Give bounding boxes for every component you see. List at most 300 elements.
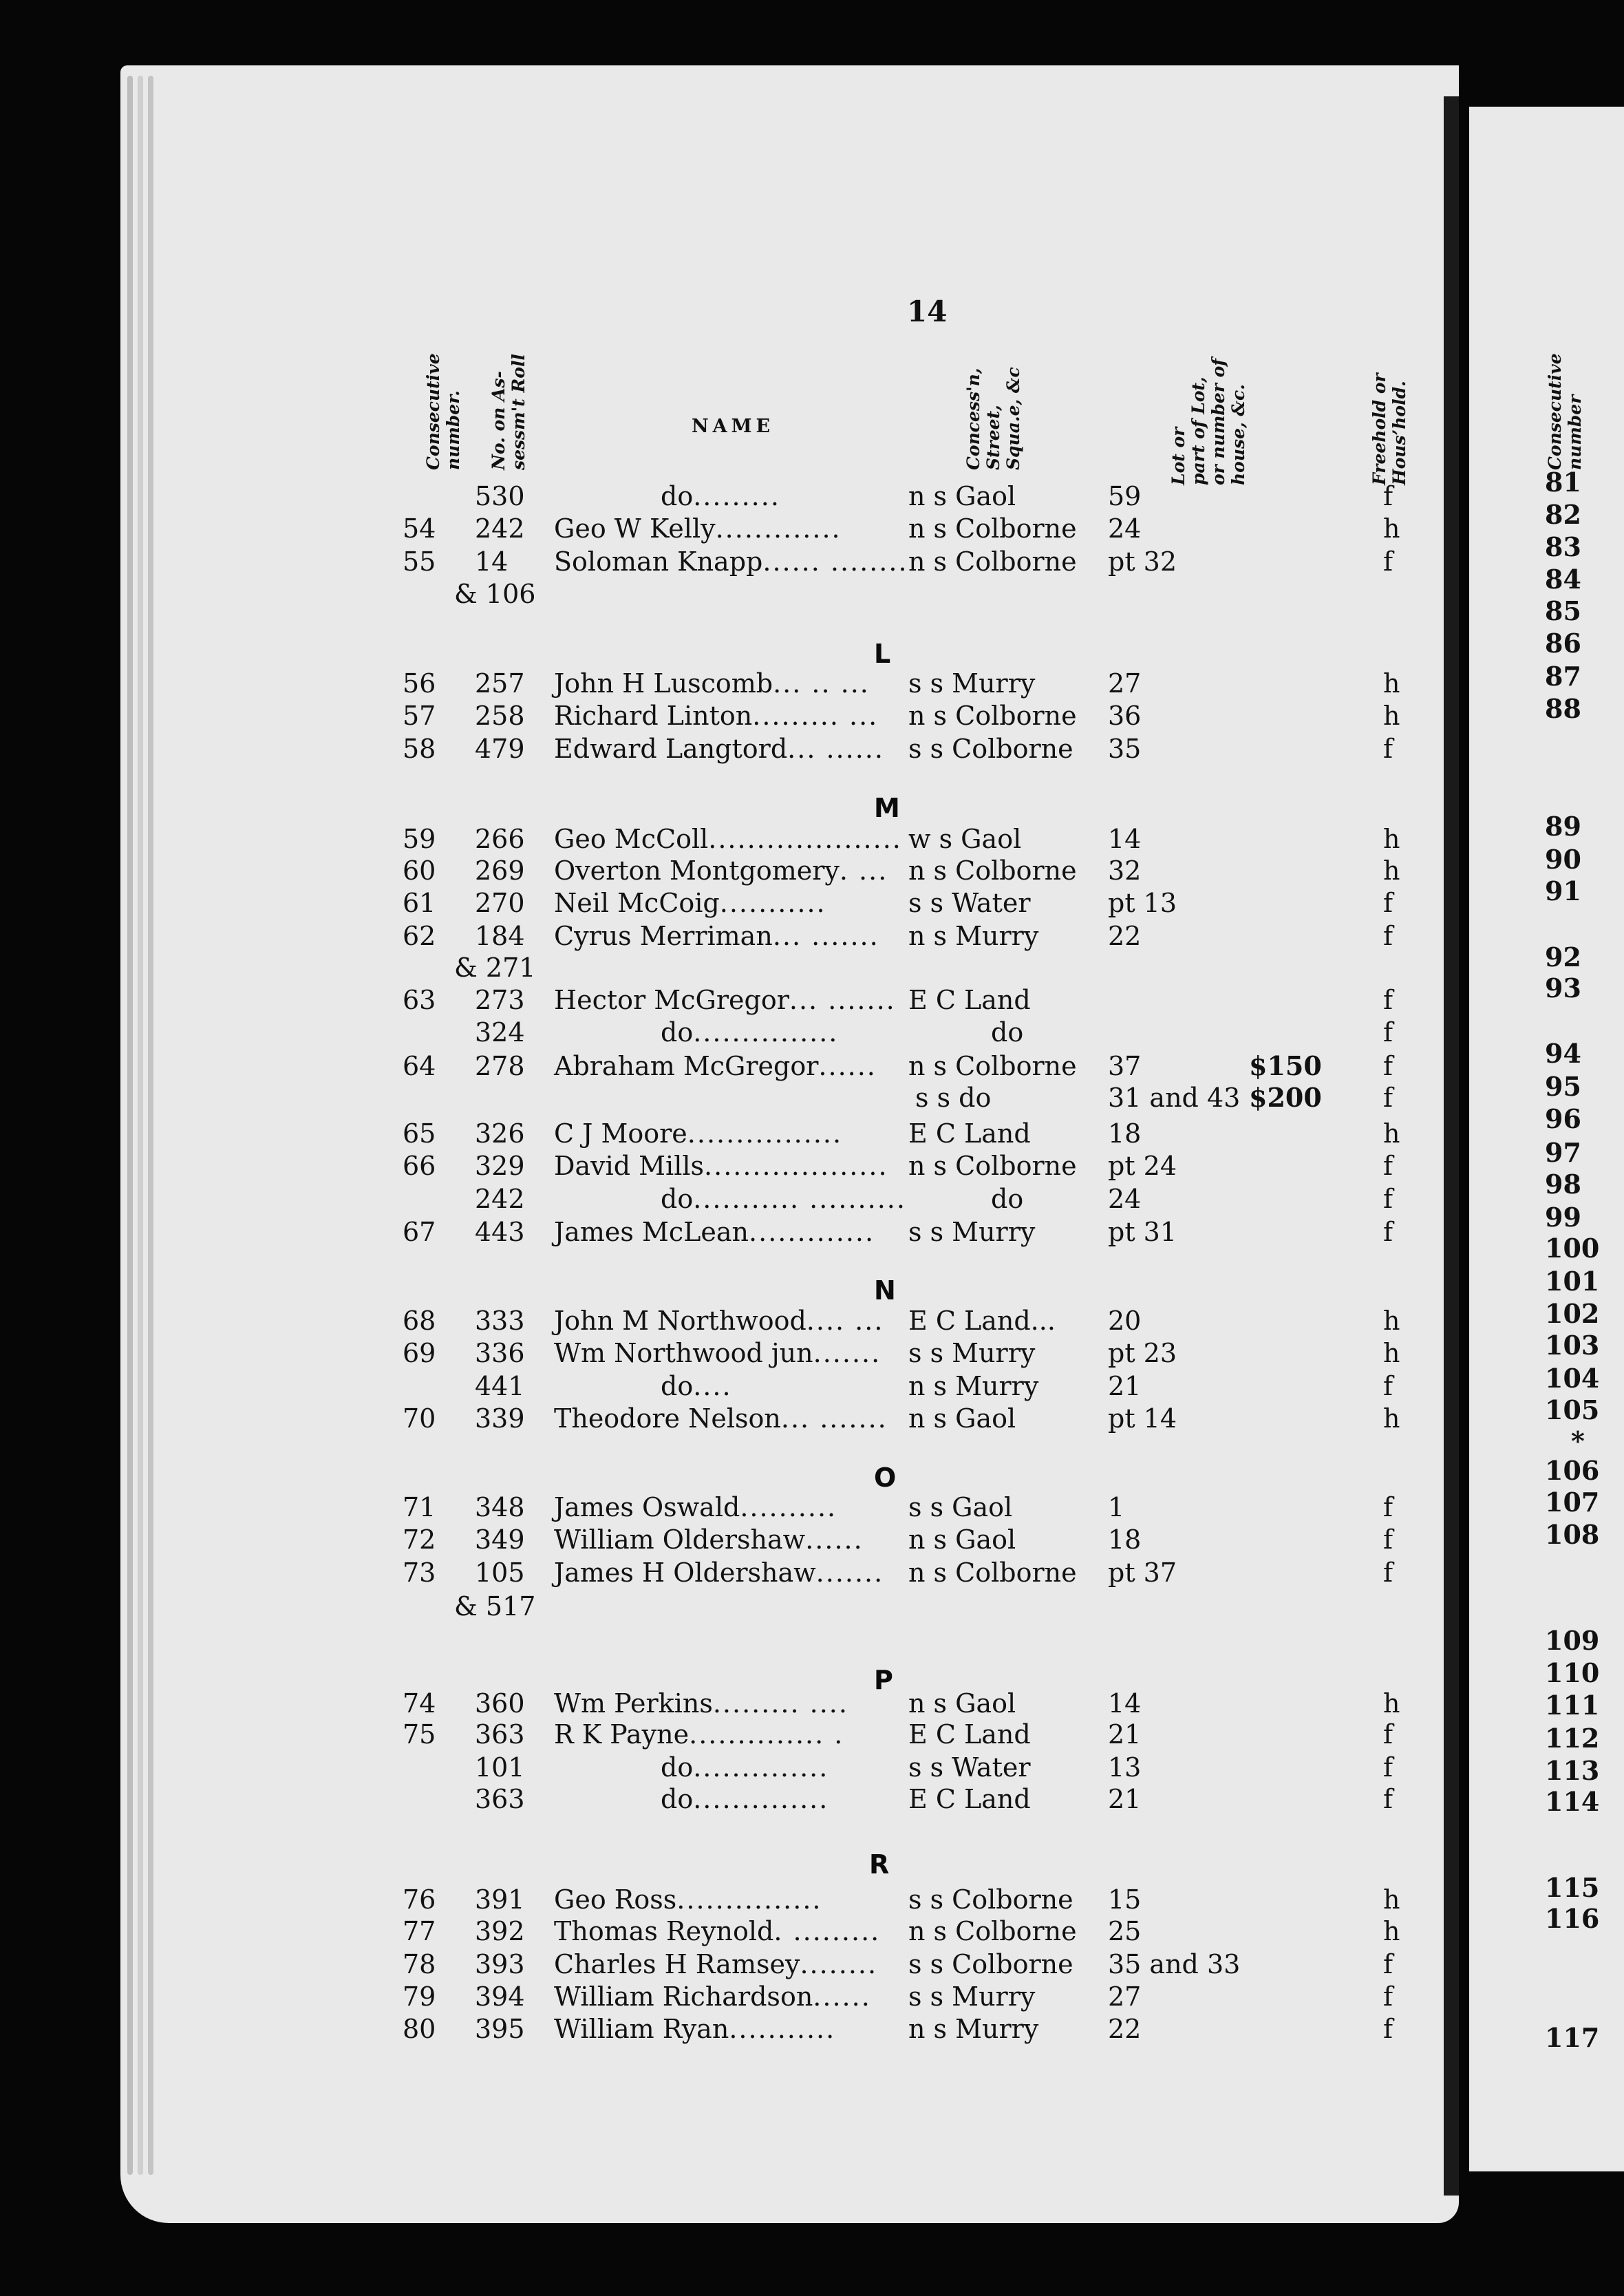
right-consecutive-number: 88	[1545, 693, 1581, 724]
freehold-code: f	[1383, 2014, 1393, 2044]
consecutive-number: 62	[403, 921, 436, 951]
roll-number: 270	[475, 888, 525, 918]
leader-dots: ...........	[729, 2014, 836, 2044]
lot-number: pt 37	[1108, 1558, 1177, 1588]
assessed-value: $150	[1249, 1050, 1322, 1081]
right-consecutive-number: 97	[1545, 1137, 1581, 1168]
lot-number: 14	[1108, 1688, 1142, 1719]
consecutive-number: 71	[403, 1492, 436, 1522]
right-consecutive-number: 114	[1545, 1786, 1600, 1817]
leader-dots: ..............	[693, 1784, 829, 1814]
column-header-concession: Street,	[983, 405, 1003, 470]
consecutive-number: 54	[403, 513, 436, 544]
page-edge	[138, 76, 143, 2175]
consecutive-number: 57	[403, 701, 436, 731]
freehold-code: f	[1383, 546, 1393, 577]
freehold-code: f	[1383, 1719, 1393, 1750]
freehold-code: f	[1383, 1752, 1393, 1783]
right-consecutive-number: 82	[1545, 499, 1581, 530]
right-consecutive-number: 83	[1545, 531, 1581, 562]
right-consecutive-number: 99	[1545, 1202, 1581, 1233]
leader-dots: .............	[715, 513, 842, 544]
owner-name	[554, 984, 896, 1016]
owner-name-text: Theodore Nelson	[554, 1403, 781, 1434]
street-location: n s Colborne	[908, 513, 1077, 544]
owner-name	[554, 1305, 884, 1337]
street-location: E C Land	[908, 1719, 1031, 1750]
roll-number: 392	[475, 1916, 525, 1946]
owner-name-text: Wm Northwood jun	[554, 1338, 813, 1368]
page-edge	[148, 76, 153, 2175]
leader-dots: .......	[813, 1338, 882, 1368]
consecutive-number: 59	[403, 824, 436, 854]
consecutive-number: 68	[403, 1306, 436, 1336]
roll-number: 273	[475, 985, 525, 1015]
column-header-assessment: No. on As-	[489, 371, 509, 470]
section-letter: O	[874, 1463, 897, 1493]
section-letter: P	[874, 1665, 893, 1695]
lot-number: 20	[1108, 1306, 1142, 1336]
owner-name	[554, 1557, 884, 1588]
right-consecutive-number: 86	[1545, 628, 1581, 659]
freehold-code: f	[1383, 734, 1393, 764]
owner-name	[554, 823, 902, 855]
right-consecutive-number: 117	[1545, 2022, 1600, 2053]
owner-name-text: do	[661, 1017, 694, 1048]
owner-name-text: Geo W Kelly	[554, 513, 716, 544]
owner-name-text: William Ryan	[554, 2014, 729, 2044]
owner-name	[554, 1688, 848, 1719]
lot-number: 35 and 33	[1108, 1949, 1241, 1979]
lot-number: 24	[1108, 513, 1142, 544]
consecutive-number: 55	[403, 546, 436, 577]
lot-number: 1	[1108, 1492, 1125, 1522]
street-location: n s Murry	[908, 1371, 1039, 1401]
leader-dots: ...............	[693, 1017, 839, 1048]
freehold-code: f	[1383, 1949, 1393, 1979]
consecutive-number: 60	[403, 855, 436, 886]
page-number: 14	[907, 295, 948, 328]
owner-name	[554, 513, 842, 544]
owner-name	[554, 1050, 877, 1082]
owner-name	[554, 1491, 837, 1523]
owner-name-text: Soloman Knapp	[554, 546, 763, 577]
right-consecutive-number: 101	[1545, 1266, 1600, 1297]
owner-name	[554, 1216, 875, 1248]
lot-number: 36	[1108, 701, 1142, 731]
owner-name-text: James McLean	[554, 1217, 749, 1247]
leader-dots: .........	[693, 481, 780, 511]
section-letter: M	[874, 793, 900, 823]
roll-number: 363	[475, 1784, 525, 1814]
street-location: E C Land	[908, 1784, 1031, 1814]
lot-number: 25	[1108, 1916, 1142, 1946]
owner-name	[554, 1719, 844, 1750]
freehold-code: f	[1383, 1017, 1393, 1048]
roll-number: 339	[475, 1403, 525, 1434]
street-location: n s Colborne	[908, 701, 1077, 731]
lot-number: pt 24	[1108, 1151, 1177, 1181]
owner-name-text: Wm Perkins	[554, 1688, 713, 1719]
lot-number: 32	[1108, 855, 1142, 886]
consecutive-number: 67	[403, 1217, 436, 1247]
assessed-value: $200	[1249, 1082, 1322, 1113]
leader-dots: ...............	[676, 1884, 822, 1915]
street-location: n s Gaol	[908, 1524, 1016, 1555]
lot-number: 18	[1108, 1524, 1142, 1555]
freehold-code: f	[1383, 1051, 1393, 1081]
lot-number: pt 14	[1108, 1403, 1177, 1434]
leader-dots: ...................	[704, 1151, 888, 1181]
leader-dots: ....	[693, 1371, 732, 1401]
owner-name-text: Neil McCoig	[554, 888, 720, 918]
consecutive-number: 65	[403, 1118, 436, 1149]
right-consecutive-number: 98	[1545, 1169, 1581, 1200]
right-consecutive-number: 106	[1545, 1455, 1600, 1486]
owner-name-text: Charles H Ramsey	[554, 1949, 800, 1979]
street-location: w s Gaol	[908, 824, 1022, 854]
leader-dots: ......... ....	[712, 1688, 848, 1719]
right-consecutive-number: 116	[1545, 1903, 1600, 1934]
column-header-consecutive: number.	[443, 390, 463, 470]
freehold-code: h	[1383, 1403, 1400, 1434]
column-header-assessment: sessm't Roll	[509, 354, 528, 470]
right-consecutive-number: 108	[1545, 1519, 1600, 1550]
street-location: n s Gaol	[908, 481, 1016, 511]
leader-dots: ... .......	[772, 921, 879, 951]
column-header-consecutive: Consecutive	[423, 353, 443, 470]
lot-number: 27	[1108, 668, 1142, 699]
roll-number: 269	[475, 855, 525, 886]
leader-dots: ......	[813, 1981, 871, 2012]
owner-name-text: John M Northwood	[554, 1306, 806, 1336]
consecutive-number: 70	[403, 1403, 436, 1434]
roll-number: 348	[475, 1492, 525, 1522]
consecutive-number: 64	[403, 1051, 436, 1081]
roll-number: 329	[475, 1151, 525, 1181]
leader-dots: . .........	[773, 1916, 881, 1946]
owner-name	[554, 2013, 835, 2045]
freehold-code: h	[1383, 701, 1400, 731]
freehold-code: f	[1383, 1217, 1393, 1247]
owner-name-text: Geo Ross	[554, 1884, 677, 1915]
roll-number: 242	[475, 1184, 525, 1214]
lot-number: pt 31	[1108, 1217, 1177, 1247]
book-gutter	[1444, 96, 1459, 2196]
right-consecutive-number: 93	[1545, 972, 1581, 1003]
right-consecutive-number: 110	[1545, 1657, 1600, 1688]
freehold-code: f	[1383, 1784, 1393, 1814]
lot-number: 24	[1108, 1184, 1142, 1214]
column-header-concession: Squa.e, &c	[1003, 367, 1023, 470]
owner-name	[554, 855, 888, 886]
roll-number: 333	[475, 1306, 525, 1336]
roll-number: 441	[475, 1371, 525, 1401]
street-location: n s Colborne	[908, 546, 1077, 577]
roll-number: & 106	[454, 579, 536, 609]
roll-number: 101	[475, 1752, 525, 1783]
lot-number: pt 13	[1108, 888, 1177, 918]
street-location: n s Murry	[908, 921, 1039, 951]
freehold-code: f	[1383, 1492, 1393, 1522]
lot-number: 21	[1108, 1371, 1142, 1401]
consecutive-number: 73	[403, 1558, 436, 1588]
lot-number: 21	[1108, 1719, 1142, 1750]
lot-number: 35	[1108, 734, 1142, 764]
owner-name-text: Thomas Reynold	[554, 1916, 774, 1946]
lot-number: 37	[1108, 1051, 1142, 1081]
roll-number: 443	[475, 1217, 525, 1247]
roll-number: 336	[475, 1338, 525, 1368]
owner-name-text: James Oswald	[554, 1492, 740, 1522]
roll-number: 14	[475, 546, 509, 577]
owner-name	[554, 1915, 880, 1947]
column-header-right-consecutive: number	[1565, 394, 1585, 470]
owner-name	[554, 546, 908, 577]
roll-number: 393	[475, 1949, 525, 1979]
consecutive-number: 80	[403, 2014, 436, 2044]
owner-name-text: James H Oldershaw	[554, 1558, 816, 1588]
name-column-header: NAME	[692, 416, 775, 437]
roll-number: 363	[475, 1719, 525, 1750]
owner-name	[554, 1524, 864, 1555]
owner-name	[554, 1118, 842, 1149]
right-consecutive-number: 115	[1545, 1872, 1600, 1903]
lot-number: 59	[1108, 481, 1142, 511]
right-consecutive-number: 84	[1545, 564, 1581, 595]
consecutive-number: 74	[403, 1688, 436, 1719]
leader-dots: ... .......	[780, 1403, 888, 1434]
roll-number: 326	[475, 1118, 525, 1149]
owner-name	[554, 1981, 871, 2012]
right-consecutive-number: *	[1571, 1425, 1585, 1456]
owner-name-text: William Richardson	[554, 1981, 813, 2012]
owner-name-text: David Mills	[554, 1151, 705, 1181]
street-location: do	[991, 1184, 1024, 1214]
owner-name-text: Edward Langtord	[554, 734, 788, 764]
leader-dots: ........... ..........	[693, 1184, 906, 1214]
lot-number: 15	[1108, 1884, 1142, 1915]
street-location: s s Colborne	[908, 1949, 1073, 1979]
street-location: E C Land	[908, 985, 1031, 1015]
owner-name-text: R K Payne	[554, 1719, 690, 1750]
consecutive-number: 69	[403, 1338, 436, 1368]
consecutive-number: 63	[403, 985, 436, 1015]
consecutive-number: 78	[403, 1949, 436, 1979]
column-header-freehold: Hous’hold.	[1389, 381, 1409, 485]
owner-name	[554, 733, 884, 765]
section-letter: R	[869, 1849, 890, 1880]
consecutive-number: 61	[403, 888, 436, 918]
street-location: n s Colborne	[908, 1558, 1077, 1588]
freehold-code: f	[1383, 1184, 1393, 1214]
street-location: do	[991, 1017, 1024, 1048]
roll-number: 395	[475, 2014, 525, 2044]
right-consecutive-number: 104	[1545, 1363, 1600, 1394]
roll-number: 266	[475, 824, 525, 854]
roll-number: & 517	[454, 1591, 536, 1622]
roll-number: 278	[475, 1051, 525, 1081]
owner-name-text: do	[661, 481, 694, 511]
street-location: s s do	[915, 1083, 992, 1113]
lot-number: 31 and 43	[1108, 1083, 1241, 1113]
lot-number: 13	[1108, 1752, 1142, 1783]
owner-name-text: do	[661, 1371, 694, 1401]
street-location: n s Gaol	[908, 1688, 1016, 1719]
lot-number: 14	[1108, 824, 1142, 854]
leader-dots: .......	[815, 1558, 884, 1588]
column-header-lot: Lot or	[1168, 427, 1188, 485]
consecutive-number: 66	[403, 1151, 436, 1181]
column-header-freehold: Freehold or	[1369, 373, 1389, 485]
right-consecutive-number: 102	[1545, 1298, 1600, 1329]
street-location: n s Colborne	[908, 1916, 1077, 1946]
owner-name	[661, 480, 780, 512]
owner-name	[554, 1948, 877, 1980]
freehold-code: h	[1383, 1916, 1400, 1946]
right-consecutive-number: 109	[1545, 1625, 1600, 1656]
column-header-concession: Concess'n,	[963, 368, 983, 470]
leader-dots: . ...	[839, 855, 888, 886]
right-consecutive-number: 85	[1545, 595, 1581, 626]
right-consecutive-number: 91	[1545, 875, 1581, 906]
right-consecutive-number: 94	[1545, 1038, 1581, 1069]
freehold-code: f	[1383, 1083, 1393, 1113]
lot-number: 22	[1108, 921, 1142, 951]
freehold-code: h	[1383, 513, 1400, 544]
owner-name	[554, 1337, 881, 1369]
street-location: E C Land	[908, 1118, 1031, 1149]
roll-number: 257	[475, 668, 525, 699]
street-location: n s Colborne	[908, 1051, 1077, 1081]
freehold-code: h	[1383, 824, 1400, 854]
column-header-lot: part of Lot,	[1188, 376, 1208, 485]
roll-number: 258	[475, 701, 525, 731]
consecutive-number: 58	[403, 734, 436, 764]
consecutive-number: 56	[403, 668, 436, 699]
column-header-right-consecutive: Consecutive	[1545, 353, 1565, 470]
leader-dots: .............	[749, 1217, 875, 1247]
owner-name	[554, 1884, 822, 1915]
roll-number: 391	[475, 1884, 525, 1915]
right-consecutive-number: 103	[1545, 1330, 1600, 1361]
owner-name-text: C J Moore	[554, 1118, 687, 1149]
owner-name-text: John H Luscomb	[554, 668, 773, 699]
column-header-lot: or number of	[1208, 358, 1228, 485]
freehold-code: f	[1383, 1371, 1393, 1401]
lot-number: 18	[1108, 1118, 1142, 1149]
freehold-code: h	[1383, 1688, 1400, 1719]
street-location: s s Murry	[908, 1217, 1036, 1247]
leader-dots: ....................	[708, 824, 902, 854]
section-letter: L	[874, 639, 891, 669]
owner-name-text: William Oldershaw	[554, 1524, 806, 1555]
freehold-code: f	[1383, 1981, 1393, 2012]
roll-number: 349	[475, 1524, 525, 1555]
right-consecutive-number: 107	[1545, 1487, 1600, 1518]
lot-number: 21	[1108, 1784, 1142, 1814]
owner-name	[661, 1783, 829, 1815]
street-location: s s Murry	[908, 1338, 1036, 1368]
page-edge	[127, 76, 133, 2175]
roll-number: 530	[475, 481, 525, 511]
freehold-code: f	[1383, 985, 1393, 1015]
section-letter: N	[874, 1275, 896, 1306]
street-location: s s Murry	[908, 668, 1036, 699]
lot-number: pt 23	[1108, 1338, 1177, 1368]
owner-name-text: do	[661, 1184, 694, 1214]
owner-name	[661, 1752, 829, 1783]
consecutive-number: 77	[403, 1916, 436, 1946]
roll-number: 184	[475, 921, 525, 951]
leader-dots: ...... ........	[762, 546, 908, 577]
leader-dots: ... ......	[787, 734, 884, 764]
leader-dots: ................	[687, 1118, 843, 1149]
right-consecutive-number: 87	[1545, 661, 1581, 692]
right-consecutive-number: 105	[1545, 1394, 1600, 1425]
freehold-code: h	[1383, 1338, 1400, 1368]
right-consecutive-number: 90	[1545, 844, 1581, 875]
owner-name-text: Overton Montgomery	[554, 855, 840, 886]
right-consecutive-number: 111	[1545, 1690, 1600, 1721]
leader-dots: .............. .	[689, 1719, 844, 1750]
right-consecutive-number: 100	[1545, 1233, 1600, 1264]
right-consecutive-number: 112	[1545, 1723, 1600, 1754]
street-location: E C Land...	[908, 1306, 1056, 1336]
freehold-code: f	[1383, 888, 1393, 918]
owner-name-text: Cyrus Merriman	[554, 921, 773, 951]
street-location: n s Colborne	[908, 855, 1077, 886]
owner-name	[554, 1150, 888, 1182]
street-location: s s Water	[908, 1752, 1031, 1783]
roll-number: 360	[475, 1688, 525, 1719]
lot-number: pt 32	[1108, 546, 1177, 577]
freehold-code: h	[1383, 855, 1400, 886]
roll-number: 394	[475, 1981, 525, 2012]
street-location: n s Gaol	[908, 1403, 1016, 1434]
roll-number: 105	[475, 1558, 525, 1588]
consecutive-number: 72	[403, 1524, 436, 1555]
leader-dots: ...........	[719, 888, 826, 918]
leader-dots: ..............	[693, 1752, 829, 1783]
owner-name-text: Geo McColl	[554, 824, 709, 854]
right-consecutive-number: 96	[1545, 1103, 1581, 1134]
lot-number: 27	[1108, 1981, 1142, 2012]
owner-name	[661, 1183, 906, 1215]
freehold-code: h	[1383, 1118, 1400, 1149]
right-consecutive-number: 89	[1545, 811, 1581, 842]
owner-name	[554, 887, 826, 919]
street-location: s s Colborne	[908, 734, 1073, 764]
roll-number: 479	[475, 734, 525, 764]
lot-number: 22	[1108, 2014, 1142, 2044]
street-location: s s Colborne	[908, 1884, 1073, 1915]
owner-name-text: do	[661, 1752, 694, 1783]
owner-name-text: do	[661, 1784, 694, 1814]
street-location: s s Murry	[908, 1981, 1036, 2012]
leader-dots: ......... ...	[752, 701, 879, 731]
leader-dots: ..........	[740, 1492, 837, 1522]
street-location: n s Colborne	[908, 1151, 1077, 1181]
leader-dots: ......	[805, 1524, 864, 1555]
consecutive-number: 75	[403, 1719, 436, 1750]
owner-name	[554, 700, 878, 732]
street-location: s s Gaol	[908, 1492, 1013, 1522]
freehold-code: f	[1383, 1558, 1393, 1588]
leader-dots: .... ...	[806, 1306, 884, 1336]
owner-name-text: Richard Linton	[554, 701, 753, 731]
freehold-code: h	[1383, 1306, 1400, 1336]
